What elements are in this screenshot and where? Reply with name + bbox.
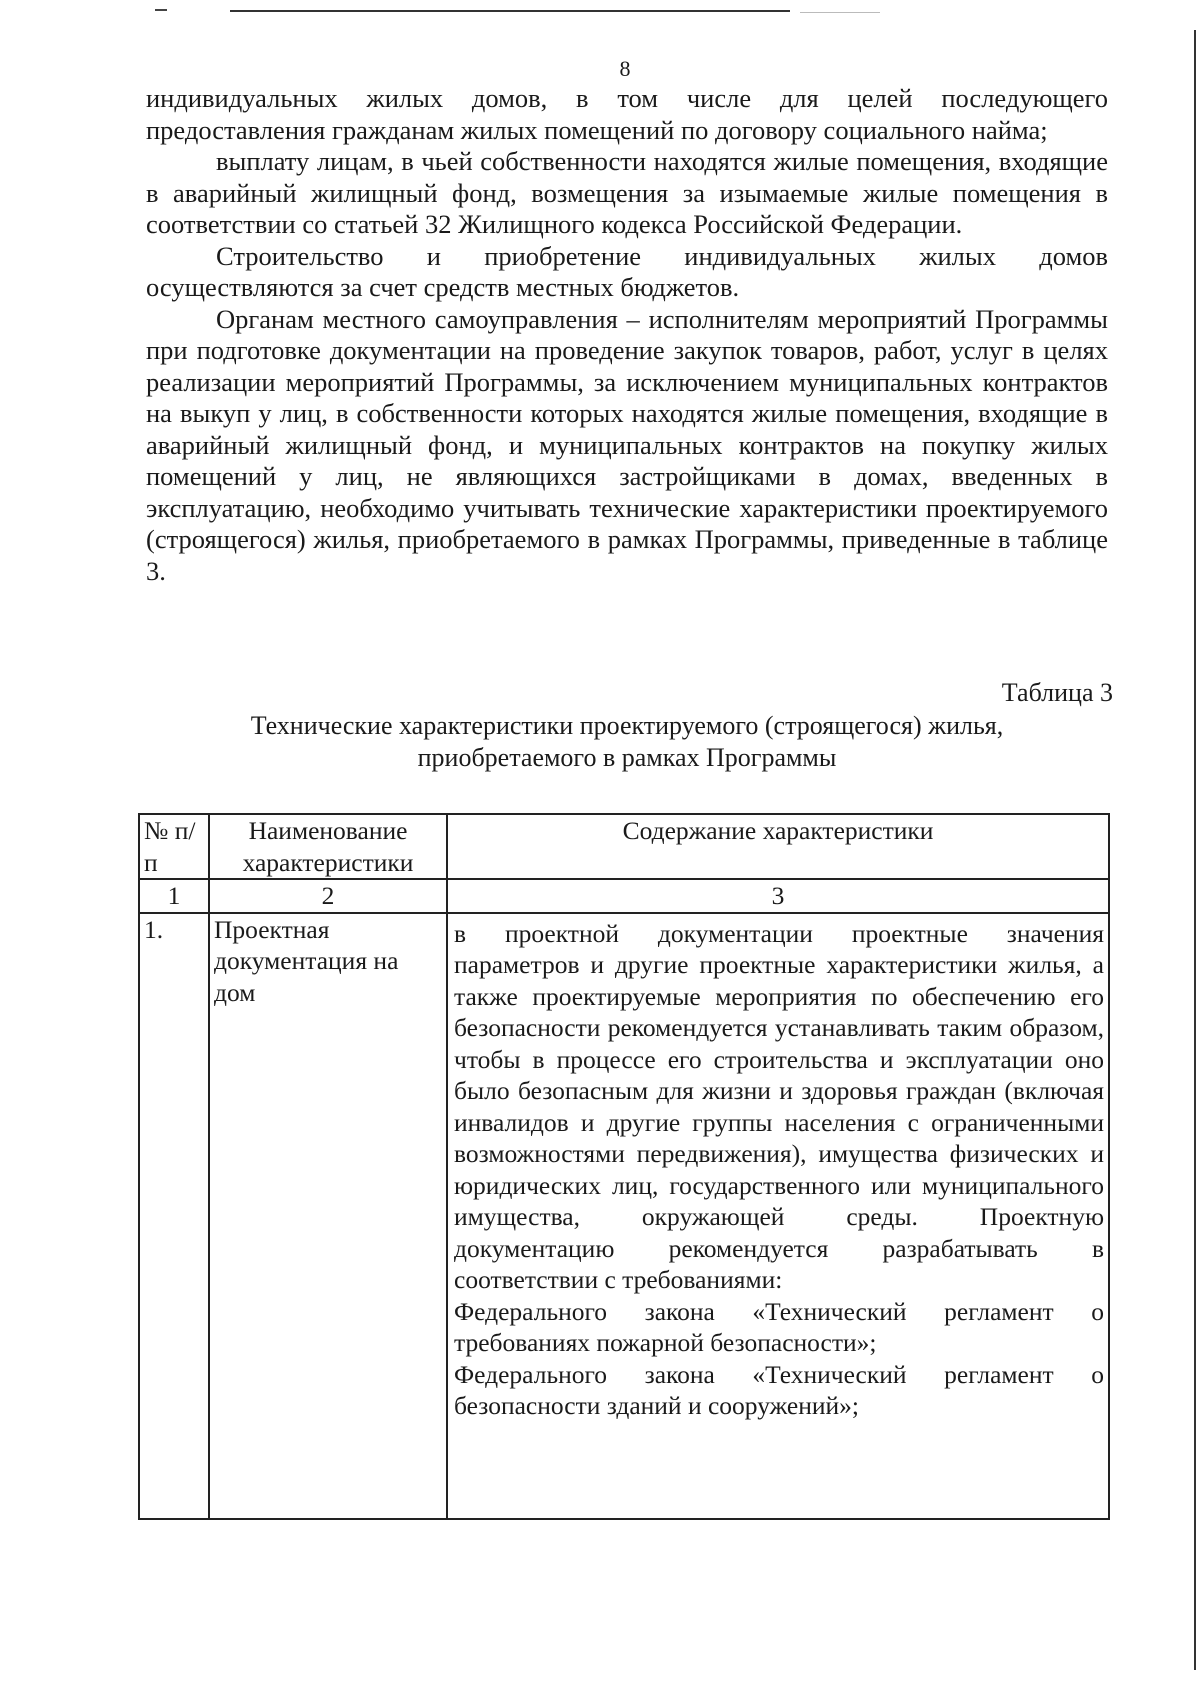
numbering-cell: 1 — [139, 879, 209, 913]
row-content — [447, 913, 1109, 1519]
content-paragraph: в проектной документации проектные значения параметров и другие проектные характеристики жилья, а также проектируемые мероприятия по обеспечению его безопасности рекомендуется устанавливать таким образом, чтобы в процессе его строительства и эксплуатации оно было безопасным для жизни и здоровья граждан (включая инвалидов и другие группы населения с ограниченными возможностями передвижения), имущества физических и юридических лиц, государственного или муниципального имущества, окружающей среды. Проектную документацию рекомендуется разрабатывать в соответствии с требованиями: — [454, 918, 1104, 1294]
header-cell-content: Содержание характеристики — [447, 814, 1109, 879]
paragraph: Строительство и приобретение индивидуальных жилых домов осуществляются за счет средств местных бюджетов. — [146, 240, 1108, 302]
header-cell-name: Наименование характеристики — [209, 814, 447, 879]
row-number: 1. — [139, 913, 209, 1519]
content-paragraph: Федерального закона «Технический регламент о требованиях пожарной безопасности»; — [454, 1296, 1104, 1357]
paragraph: выплату лицам, в чьей собственности находятся жилые помещения, входящие в аварийный жилищный фонд, возмещения за изымаемые жилые помещения в соответствии со статьей 32 Жилищного кодекса Российской Федерации. — [146, 146, 1108, 239]
table-row — [139, 913, 1109, 1519]
scan-artifact-line — [230, 10, 790, 12]
paragraph: индивидуальных жилых домов, в том числе для целей последующего предоставления гражданам жилых помещений по договору социального найма; — [146, 83, 1108, 145]
table-header-row — [139, 814, 1109, 879]
body-text — [146, 83, 1108, 587]
table-title — [146, 710, 1108, 774]
paragraph: Органам местного самоуправления – исполнителям мероприятий Программы при подготовке документации на проведение закупок товаров, работ, услуг в целях реализации мероприятий Программы, за исключением муниципальных контрактов на выкуп у лиц, в собственности которых находятся жилые помещения, входящие в аварийный жилищный фонд, и муниципальных контрактов на покупку жилых помещений у лиц, не являющихся застройщиками в домах, введенных в эксплуатацию, необходимо учитывать технические характеристики проектируемого (строящегося) жилья, приобретаемого в рамках Программы, приведенные в таблице 3. — [146, 303, 1108, 586]
scan-artifact-line — [155, 9, 167, 11]
numbering-cell: 2 — [209, 879, 447, 913]
page-number: 8 — [619, 56, 631, 81]
row-name: Проектная документация на дом — [209, 913, 447, 1519]
header-cell-number: № п/п — [139, 814, 209, 879]
characteristics-table — [138, 813, 1110, 1520]
table-title-line: Технические характеристики проектируемого (строящегося) жилья, — [250, 711, 1004, 740]
content-paragraph: Федерального закона «Технический регламент о безопасности зданий и сооружений»; — [454, 1359, 1104, 1420]
numbering-cell: 3 — [447, 879, 1109, 913]
scan-page-edge — [1194, 30, 1196, 1670]
scan-artifact-line — [800, 12, 880, 13]
table-label: Таблица 3 — [1001, 678, 1113, 707]
table-numbering-row — [139, 879, 1109, 913]
table-title-line: приобретаемого в рамках Программы — [417, 743, 837, 772]
